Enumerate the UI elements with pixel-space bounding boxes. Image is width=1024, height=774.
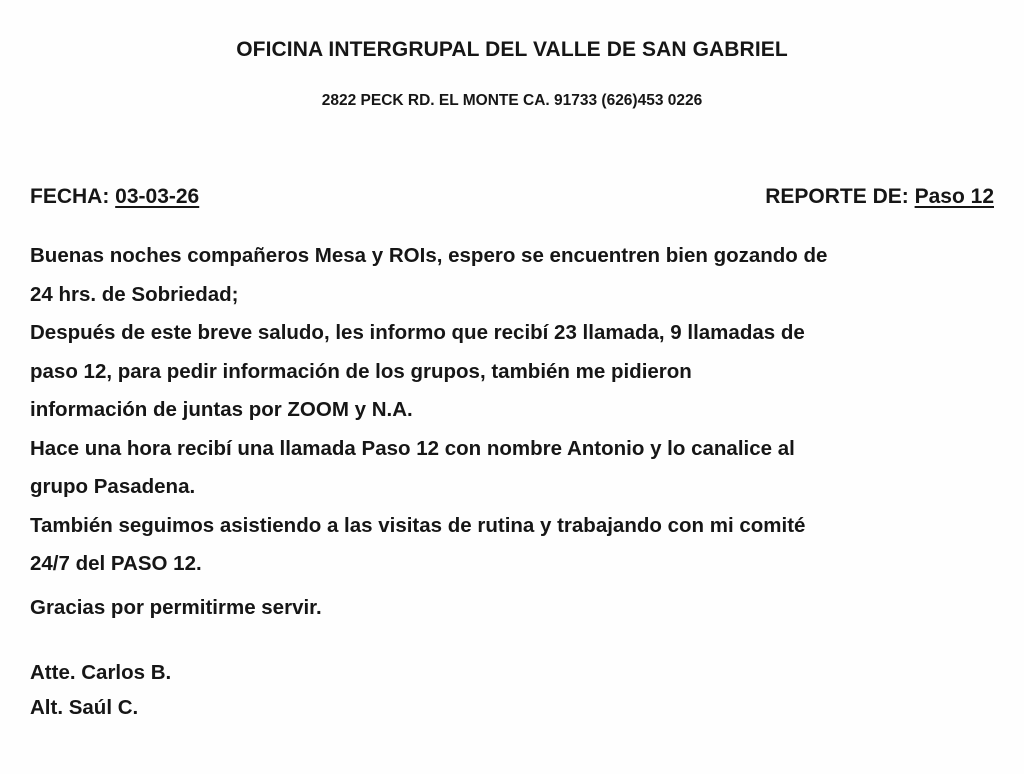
organization-address: 2822 PECK RD. EL MONTE CA. 91733 (626)453 0226: [321, 92, 703, 109]
report-meta-row: [30, 185, 994, 209]
date-field: [30, 185, 199, 209]
body-line: 24 hrs. de Sobriedad;: [30, 282, 239, 306]
report-field: [765, 185, 994, 209]
report-label: REPORTE DE:: [765, 185, 909, 208]
organization-title: OFICINA INTERGRUPAL DEL VALLE DE SAN GABRIEL: [236, 38, 788, 61]
signature-alternate: Alt. Saúl C.: [30, 696, 139, 719]
body-line: Buenas noches compañeros Mesa y ROIs, espero se encuentren bien gozando de: [30, 244, 828, 267]
closing-line: Gracias por permitirme servir.: [30, 596, 322, 619]
signature-block: [30, 655, 171, 725]
body-line: Hace una hora recibí una llamada Paso 12 con nombre Antonio y lo canalice al: [30, 436, 795, 460]
report-value: Paso 12: [914, 185, 994, 208]
body-line: paso 12, para pedir información de los grupos, también me pidieron: [30, 359, 692, 383]
report-body: [30, 237, 998, 584]
body-line: información de juntas por ZOOM y N.A.: [30, 398, 413, 421]
date-value: 03-03-26: [115, 185, 200, 208]
date-label: FECHA:: [30, 185, 110, 208]
body-line: 24/7 del PASO 12.: [30, 552, 202, 575]
signature-primary: Atte. Carlos B.: [30, 661, 172, 684]
body-line: También seguimos asistiendo a las visitas de rutina y trabajando con mi comité: [30, 513, 806, 537]
body-line: grupo Pasadena.: [30, 475, 196, 498]
body-line: Después de este breve saludo, les informo que recibí 23 llamada, 9 llamadas de: [30, 321, 805, 344]
